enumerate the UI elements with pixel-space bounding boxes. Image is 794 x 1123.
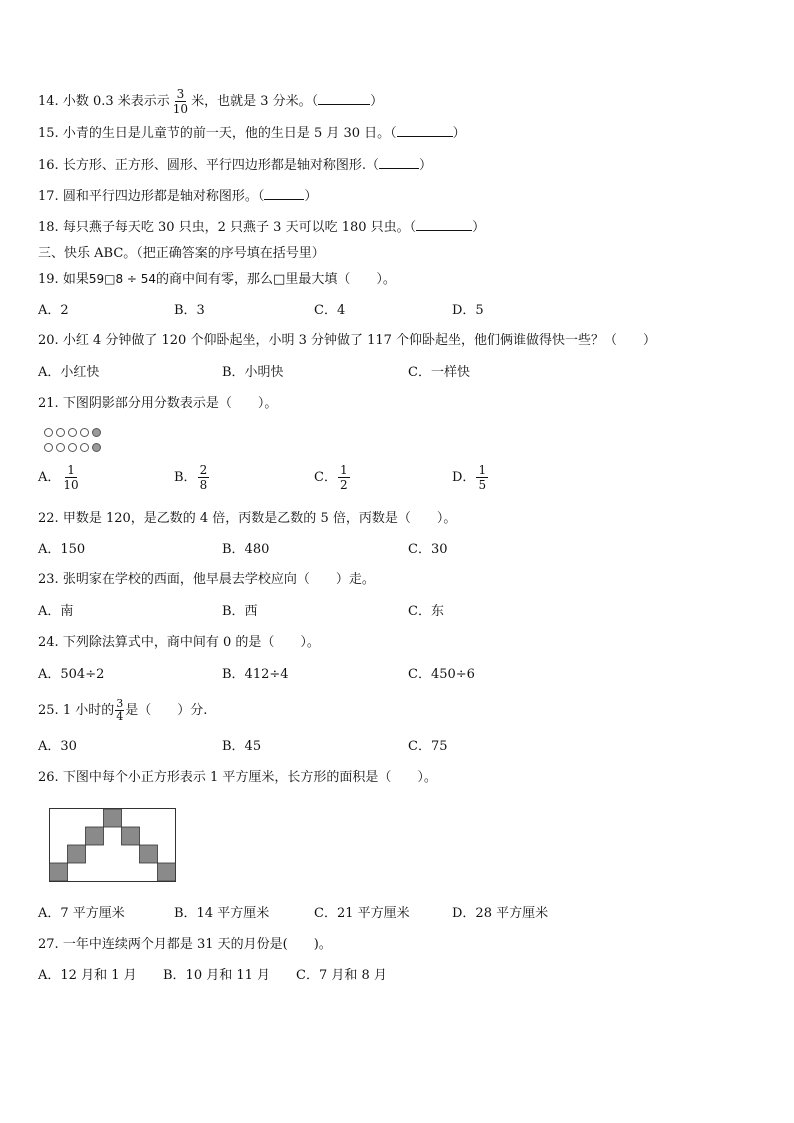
shaded-circle <box>92 443 101 452</box>
question-text: 是（ ）分. <box>125 703 208 718</box>
question-number: 27. <box>38 937 59 952</box>
question-number: 15. <box>38 126 59 141</box>
option-d[interactable]: D． $\frac{1}{5}$ <box>452 463 487 492</box>
options-26 <box>38 905 754 923</box>
question-25 <box>38 698 207 724</box>
option-c[interactable]: C．7 月和 8 月 <box>296 968 387 983</box>
fraction: $\frac{2}{8}$ <box>199 463 208 492</box>
option-c[interactable]: C．一样快 <box>408 365 470 380</box>
question-21 <box>38 395 277 413</box>
question-number: 17. <box>38 189 59 204</box>
shaded-square <box>50 863 68 881</box>
fraction: $\frac{1}{2}$ <box>339 463 348 492</box>
option-d[interactable]: D．5 <box>452 303 484 318</box>
staircase-rectangle-figure <box>49 808 177 883</box>
option-c[interactable]: C．21 平方厘米 <box>314 906 410 921</box>
question-text: 甲数是 120，是乙数的 4 倍，丙数是乙数的 5 倍，丙数是（ ）。 <box>62 511 457 526</box>
question-text: 下图阴影部分用分数表示是（ ）。 <box>62 396 278 411</box>
question-17: 17. 圆和平行四边形都是轴对称图形。（ ） <box>38 189 318 204</box>
shaded-square <box>140 845 158 863</box>
circle <box>68 428 77 437</box>
question-number: 14. <box>38 94 59 109</box>
option-b[interactable]: B．480 <box>222 542 270 557</box>
circle-figure <box>44 428 101 458</box>
circle <box>80 428 89 437</box>
option-a[interactable]: A．7 平方厘米 <box>38 906 125 921</box>
question-text: 小青的生日是儿童节的前一天，他的生日是 5 月 30 日。（ <box>62 126 397 141</box>
question-number: 19. <box>38 272 59 287</box>
option-a[interactable]: A．12 月和 1 月 <box>38 968 137 983</box>
circle <box>44 428 53 437</box>
option-b[interactable]: B．45 <box>222 739 262 754</box>
question-text: 一年中连续两个月都是 31 天的月份是( )。 <box>62 937 332 952</box>
option-b[interactable]: B．412÷4 <box>222 667 289 682</box>
options-19 <box>38 302 754 320</box>
option-d[interactable]: D．28 平方厘米 <box>452 906 549 921</box>
option-c[interactable]: C．东 <box>408 604 444 619</box>
circle <box>44 443 53 452</box>
option-b[interactable]: B．3 <box>174 303 205 318</box>
question-text: 长方形、正方形、圆形、平行四边形都是轴对称图形.（ <box>62 158 379 173</box>
question-text: 下图中每个小正方形表示 1 平方厘米，长方形的面积是（ ）。 <box>62 770 437 785</box>
answer-blank[interactable] <box>318 92 370 105</box>
option-b[interactable]: B．小明快 <box>222 365 284 380</box>
question-number: 16. <box>38 158 59 173</box>
question-number: 21. <box>38 396 59 411</box>
answer-blank[interactable] <box>379 156 419 169</box>
option-c[interactable]: C．4 <box>314 303 346 318</box>
option-c[interactable]: C． $\frac{1}{2}$ <box>314 463 348 492</box>
circle <box>68 443 77 452</box>
question-text: 的商中间有零，那么□里最大填（ ）。 <box>156 272 396 287</box>
question-number: 24. <box>38 635 59 650</box>
fraction: $\frac{3}{10}$ <box>172 87 189 116</box>
circle <box>56 428 65 437</box>
question-number: 20. <box>38 333 59 348</box>
shaded-square <box>158 863 176 881</box>
shaded-square <box>122 827 140 845</box>
question-22 <box>38 510 456 528</box>
options-23 <box>38 603 754 621</box>
option-b[interactable]: B．14 平方厘米 <box>174 906 270 921</box>
options-22 <box>38 541 754 559</box>
shaded-square <box>68 845 86 863</box>
option-a[interactable]: A．南 <box>38 604 74 619</box>
options-25 <box>38 738 754 756</box>
question-number: 22. <box>38 511 59 526</box>
option-a[interactable]: A．2 <box>38 303 69 318</box>
question-14: 14. 小数 0.3 米表示示 $\frac{3}{10}$ 米，也就是 3 分米。（ ） <box>38 87 384 116</box>
question-text: 1 小时的 <box>62 703 115 718</box>
question-text: 圆和平行四边形都是轴对称图形。（ <box>62 189 265 204</box>
option-a[interactable]: A．30 <box>38 739 77 754</box>
circle <box>80 443 89 452</box>
question-text: 米，也就是 3 分米。（ <box>191 94 319 109</box>
question-text: 小红 4 分钟做了 120 个仰卧起坐，小明 3 分钟做了 117 个仰卧起坐，他们俩谁做得快一些？（ ） <box>62 333 657 348</box>
option-a[interactable]: A．150 <box>38 542 86 557</box>
options-24 <box>38 666 754 684</box>
shaded-square <box>104 809 122 827</box>
question-text: 张明家在学校的西面，他早晨去学校应向（ ）走。 <box>62 572 375 587</box>
shaded-square <box>86 827 104 845</box>
options-21 <box>38 463 754 499</box>
option-c[interactable]: C．75 <box>408 739 448 754</box>
fraction: $\frac{3}{4}$ <box>116 697 124 723</box>
answer-blank[interactable] <box>264 187 304 200</box>
question-24 <box>38 634 320 652</box>
question-text: 如果 <box>62 272 89 287</box>
shaded-circle <box>92 428 101 437</box>
option-c[interactable]: C．30 <box>408 542 448 557</box>
question-text: 小数 0.3 米表示示 <box>62 94 170 109</box>
question-26 <box>38 769 437 787</box>
option-b[interactable]: B．10 月和 11 月 <box>163 968 271 983</box>
option-a[interactable]: A．504÷2 <box>38 667 105 682</box>
question-number: 25. <box>38 703 59 718</box>
question-number: 18. <box>38 220 59 235</box>
question-20 <box>38 332 656 350</box>
question-15: 15. 小青的生日是儿童节的前一天，他的生日是 5 月 30 日。（ ） <box>38 126 466 141</box>
option-b[interactable]: B． $\frac{2}{8}$ <box>174 463 208 492</box>
question-text: 每只燕子每天吃 30 只虫，2 只燕子 3 天可以吃 180 只虫。（ <box>62 220 417 235</box>
question-16: 16. 长方形、正方形、圆形、平行四边形都是轴对称图形.（ ） <box>38 158 432 173</box>
section-heading: 三、快乐 ABC。（把正确答案的序号填在括号里） <box>38 246 325 261</box>
answer-blank[interactable] <box>397 124 453 137</box>
option-a[interactable]: A． $\frac{1}{10}$ <box>38 463 79 492</box>
question-number: 26. <box>38 770 59 785</box>
option-c[interactable]: C．450÷6 <box>408 667 475 682</box>
fraction: $\frac{1}{10}$ <box>63 463 79 492</box>
question-19 <box>38 270 396 289</box>
option-a[interactable]: A．小红快 <box>38 365 100 380</box>
options-20 <box>38 364 754 382</box>
option-b[interactable]: B．西 <box>222 604 258 619</box>
math-expression: 59□8 ÷ 54 <box>88 272 157 286</box>
fraction: $\frac{1}{5}$ <box>478 463 487 492</box>
question-text: 下列除法算式中，商中间有 0 的是（ ）。 <box>62 635 320 650</box>
circle-row <box>44 443 101 453</box>
circle <box>56 443 65 452</box>
options-27 <box>38 967 754 985</box>
question-18: 18. 每只燕子每天吃 30 只虫，2 只燕子 3 天可以吃 180 只虫。（ ） <box>38 220 486 235</box>
question-27 <box>38 936 332 954</box>
question-number: 23. <box>38 572 59 587</box>
circle-row <box>44 428 101 438</box>
answer-blank[interactable] <box>416 218 472 231</box>
question-23 <box>38 571 375 589</box>
